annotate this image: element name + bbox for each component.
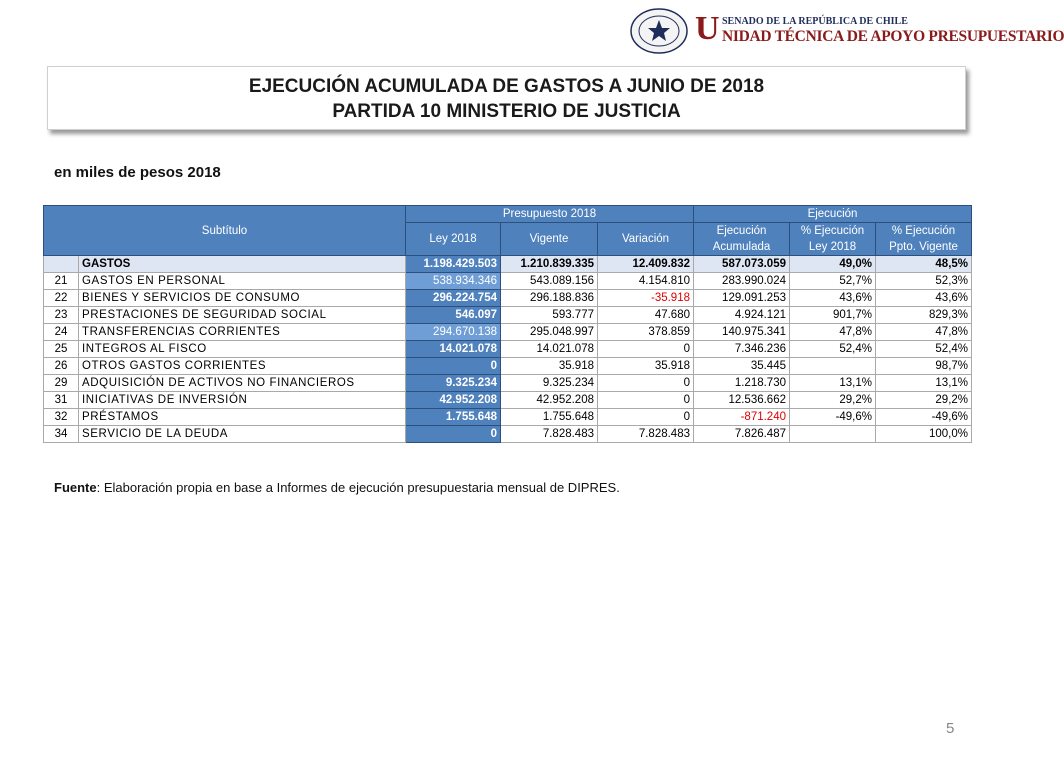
cell-variacion: 7.828.483: [598, 426, 694, 443]
header-pct-vigente: [876, 223, 972, 256]
cell-pct-vigente: 48,5%: [876, 256, 972, 273]
row-code: 29: [44, 375, 79, 392]
cell-variacion: -35.918: [598, 290, 694, 307]
page-title-line1: EJECUCIÓN ACUMULADA DE GASTOS A JUNIO DE 2018: [248, 76, 765, 97]
cell-pct-ley: 43,6%: [790, 290, 876, 307]
header-ejecucion-group: Ejecución: [694, 206, 972, 223]
row-code: [44, 256, 79, 273]
cell-variacion: 0: [598, 392, 694, 409]
cell-pct-ley: 52,7%: [790, 273, 876, 290]
cell-pct-vigente: 98,7%: [876, 358, 972, 375]
cell-vigente: 1.210.839.335: [501, 256, 598, 273]
row-code: 32: [44, 409, 79, 426]
cell-pct-vigente: 47,8%: [876, 324, 972, 341]
header-presupuesto-group: Presupuesto 2018: [406, 206, 694, 223]
cell-vigente: 593.777: [501, 307, 598, 324]
cell-ley: 14.021.078: [406, 341, 501, 358]
cell-variacion: 0: [598, 375, 694, 392]
cell-ejecucion: -871.240: [694, 409, 790, 426]
cell-vigente: 9.325.234: [501, 375, 598, 392]
table-row: [44, 341, 972, 358]
header-ejecucion-acumulada: [694, 223, 790, 256]
header-pct-ley: [790, 223, 876, 256]
cell-pct-ley: 901,7%: [790, 307, 876, 324]
cell-pct-vigente: -49,6%: [876, 409, 972, 426]
row-code: 31: [44, 392, 79, 409]
row-label: INTEGROS AL FISCO: [79, 341, 406, 358]
row-label: GASTOS: [79, 256, 406, 273]
table-row: [44, 392, 972, 409]
cell-ley: 0: [406, 358, 501, 375]
table-row: [44, 409, 972, 426]
table-row: [44, 324, 972, 341]
cell-ejecucion: 1.218.730: [694, 375, 790, 392]
cell-ejecucion: 7.826.487: [694, 426, 790, 443]
org-name-line1: SENADO DE LA REPÚBLICA DE CHILE: [722, 16, 908, 27]
header-text: % Ejecución: [800, 225, 865, 237]
row-code: 21: [44, 273, 79, 290]
cell-ley: 9.325.234: [406, 375, 501, 392]
cell-ley: 1.198.429.503: [406, 256, 501, 273]
page-title-line2: PARTIDA 10 MINISTERIO DE JUSTICIA: [332, 101, 681, 122]
cell-ejecucion: 140.975.341: [694, 324, 790, 341]
cell-variacion: 0: [598, 409, 694, 426]
cell-ley: 42.952.208: [406, 392, 501, 409]
cell-ejecucion: 283.990.024: [694, 273, 790, 290]
org-name-line2: NIDAD TÉCNICA DE APOYO PRESUPUESTARIO: [722, 28, 1064, 45]
header-vigente: Vigente: [501, 223, 598, 256]
cell-variacion: 12.409.832: [598, 256, 694, 273]
row-label: OTROS GASTOS CORRIENTES: [79, 358, 406, 375]
header-subtitulo: Subtítulo: [44, 206, 406, 256]
cell-pct-ley: 52,4%: [790, 341, 876, 358]
cell-ejecucion: 7.346.236: [694, 341, 790, 358]
source-footnote: [54, 480, 620, 495]
row-code: 23: [44, 307, 79, 324]
table-row: [44, 426, 972, 443]
row-code: 24: [44, 324, 79, 341]
cell-pct-vigente: 100,0%: [876, 426, 972, 443]
header-ley: Ley 2018: [406, 223, 501, 256]
cell-pct-vigente: 829,3%: [876, 307, 972, 324]
cell-pct-vigente: 13,1%: [876, 375, 972, 392]
logo-letter: U: [695, 10, 720, 47]
row-label: PRESTACIONES DE SEGURIDAD SOCIAL: [79, 307, 406, 324]
row-label: ADQUISICIÓN DE ACTIVOS NO FINANCIEROS: [79, 375, 406, 392]
page-number: 5: [946, 720, 955, 737]
cell-pct-ley: 49,0%: [790, 256, 876, 273]
budget-table: [43, 205, 972, 443]
cell-ley: 1.755.648: [406, 409, 501, 426]
cell-ejecucion: 587.073.059: [694, 256, 790, 273]
footnote-text: : Elaboración propia en base a Informes de ejecución presupuestaria mensual de DIPRES.: [96, 480, 620, 495]
cell-ejecucion: 35.445: [694, 358, 790, 375]
cell-pct-ley: 13,1%: [790, 375, 876, 392]
row-code: 25: [44, 341, 79, 358]
cell-vigente: 295.048.997: [501, 324, 598, 341]
row-label: GASTOS EN PERSONAL: [79, 273, 406, 290]
table-row: [44, 307, 972, 324]
table-row: [44, 290, 972, 307]
senado-seal-logo: [630, 8, 688, 54]
cell-vigente: 543.089.156: [501, 273, 598, 290]
header-text: Ppto. Vigente: [889, 241, 958, 253]
cell-ejecucion: 12.536.662: [694, 392, 790, 409]
row-label: INICIATIVAS DE INVERSIÓN: [79, 392, 406, 409]
cell-pct-ley: [790, 358, 876, 375]
row-code: 34: [44, 426, 79, 443]
cell-pct-ley: 29,2%: [790, 392, 876, 409]
row-label: TRANSFERENCIAS CORRIENTES: [79, 324, 406, 341]
total-row: [44, 256, 972, 273]
header-text: Ley 2018: [808, 241, 857, 253]
cell-vigente: 7.828.483: [501, 426, 598, 443]
header-variacion: Variación: [598, 223, 694, 256]
row-code: 26: [44, 358, 79, 375]
row-label: BIENES Y SERVICIOS DE CONSUMO: [79, 290, 406, 307]
units-label: en miles de pesos 2018: [54, 164, 221, 181]
cell-ley: 538.934.346: [406, 273, 501, 290]
row-code: 22: [44, 290, 79, 307]
row-label: SERVICIO DE LA DEUDA: [79, 426, 406, 443]
cell-ley: 546.097: [406, 307, 501, 324]
table-row: [44, 358, 972, 375]
cell-pct-ley: 47,8%: [790, 324, 876, 341]
table-row: [44, 273, 972, 290]
cell-pct-vigente: 43,6%: [876, 290, 972, 307]
cell-pct-ley: -49,6%: [790, 409, 876, 426]
header-text: Ejecución: [716, 225, 767, 237]
cell-vigente: 296.188.836: [501, 290, 598, 307]
cell-pct-vigente: 29,2%: [876, 392, 972, 409]
cell-ley: 294.670.138: [406, 324, 501, 341]
header-text: % Ejecución: [891, 225, 956, 237]
cell-variacion: 378.859: [598, 324, 694, 341]
row-label: PRÉSTAMOS: [79, 409, 406, 426]
cell-vigente: 14.021.078: [501, 341, 598, 358]
cell-pct-vigente: 52,3%: [876, 273, 972, 290]
cell-ejecucion: 4.924.121: [694, 307, 790, 324]
title-box: [47, 66, 966, 130]
cell-ejecucion: 129.091.253: [694, 290, 790, 307]
cell-pct-vigente: 52,4%: [876, 341, 972, 358]
cell-variacion: 4.154.810: [598, 273, 694, 290]
cell-vigente: 42.952.208: [501, 392, 598, 409]
cell-vigente: 1.755.648: [501, 409, 598, 426]
cell-pct-ley: [790, 426, 876, 443]
header-text: Acumulada: [712, 241, 771, 253]
cell-variacion: 0: [598, 341, 694, 358]
cell-variacion: 47.680: [598, 307, 694, 324]
cell-ley: 0: [406, 426, 501, 443]
cell-vigente: 35.918: [501, 358, 598, 375]
footnote-label: Fuente: [54, 480, 97, 495]
cell-variacion: 35.918: [598, 358, 694, 375]
cell-ley: 296.224.754: [406, 290, 501, 307]
table-row: [44, 375, 972, 392]
